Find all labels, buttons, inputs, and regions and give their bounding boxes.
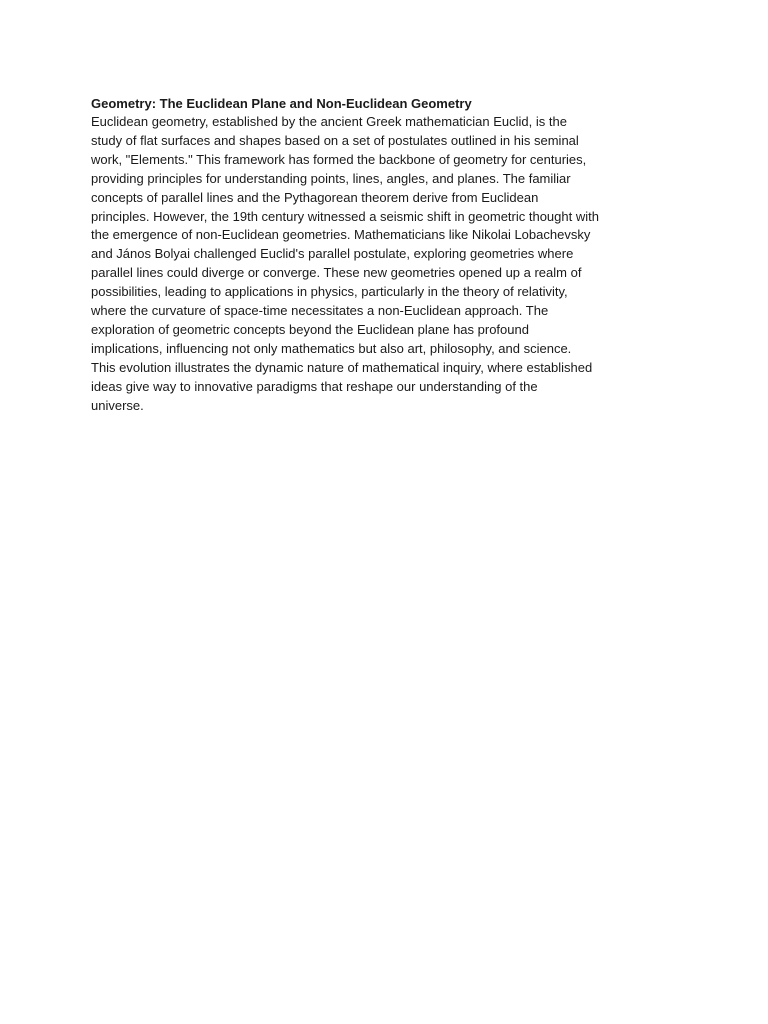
paragraph-line: implications, influencing not only mathematics but also art, philosophy, and science. [91,340,572,356]
document-title: Geometry: The Euclidean Plane and Non-Euclidean Geometry [91,96,472,111]
paragraph-line: possibilities, leading to applications in physics, particularly in the theory of relativity, [91,284,568,300]
paragraph-line: Euclidean geometry, established by the ancient Greek mathematician Euclid, is the [91,114,567,129]
body-paragraph [91,113,683,416]
paragraph-line: principles. However, the 19th century witnessed a seismic shift in geometric thought with [91,208,599,224]
paragraph-line: work, "Elements." This framework has formed the backbone of geometry for centuries, [91,151,587,167]
paragraph-line: providing principles for understanding points, lines, angles, and planes. The familiar [91,170,571,186]
paragraph-line: the emergence of non-Euclidean geometries. Mathematicians like Nikolai Lobachevsky [91,227,591,243]
paragraph-line: parallel lines could diverge or converge. These new geometries opened up a realm of [91,265,582,281]
paragraph-line: ideas give way to innovative paradigms that reshape our understanding of the [91,378,538,394]
paragraph-line: study of flat surfaces and shapes based on a set of postulates outlined in his seminal [91,132,579,148]
document-content [91,94,683,416]
paragraph-line: exploration of geometric concepts beyond the Euclidean plane has profound [91,321,529,337]
paragraph-line: where the curvature of space-time necessitates a non-Euclidean approach. The [91,303,549,319]
paragraph-line: concepts of parallel lines and the Pythagorean theorem derive from Euclidean [91,189,539,205]
paragraph-line: This evolution illustrates the dynamic nature of mathematical inquiry, where established [91,359,593,375]
paragraph-line: and János Bolyai challenged Euclid's parallel postulate, exploring geometries where [91,246,574,262]
paragraph-line: universe. [91,397,144,413]
